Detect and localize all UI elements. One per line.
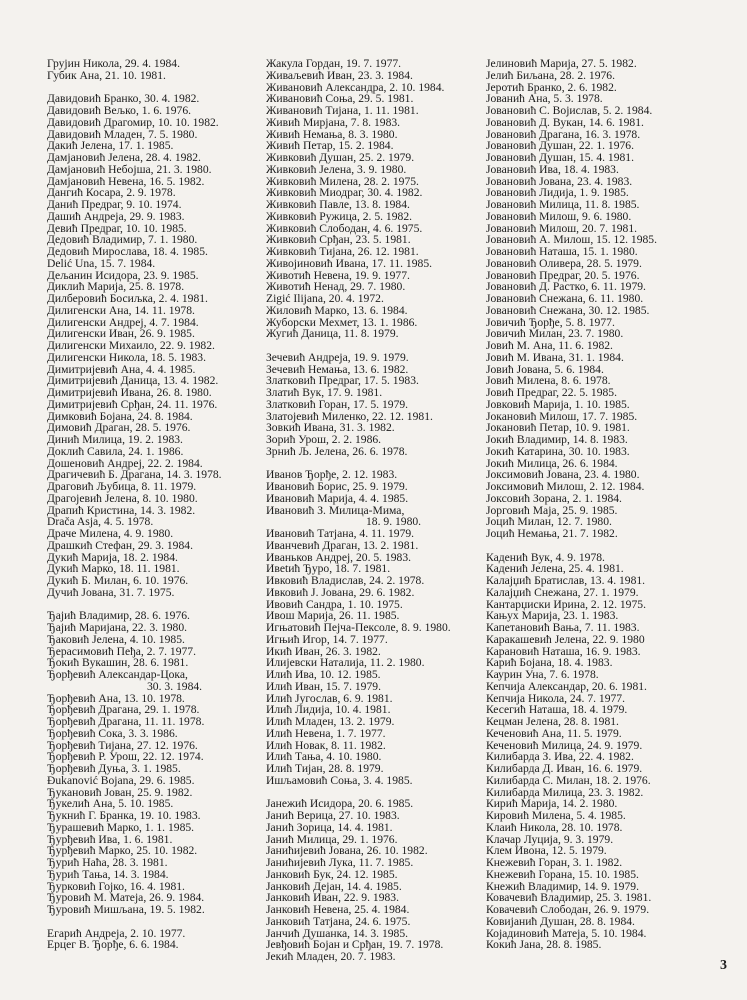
name-entry: Ивановић Борис, 25. 9. 1979. (266, 480, 408, 493)
name-entry: Ђурић Наћа, 28. 3. 1981. (47, 856, 168, 869)
name-entry: Јанковић Иван, 22. 9. 1983. (266, 891, 399, 905)
name-entry: Калајџић Братислав, 13. 4. 1981. (486, 574, 646, 587)
name-entry: Ђаковић Јелена, 4. 10. 1985. (47, 632, 185, 646)
name-entry: Ђорђевић Дуња, 3. 1. 1985. (47, 762, 181, 775)
name-entry: Килибарда С. Милан, 18. 2. 1976. (486, 773, 651, 787)
name-entry: Ђурковић Гојко, 16. 4. 1981. (47, 879, 185, 893)
name-entry: Јанковић Бук, 24. 12. 1985. (266, 867, 398, 881)
name-column-right (486, 58, 706, 951)
name-entry: Јорговић Маја, 25. 9. 1985. (486, 503, 618, 517)
name-entry: Живковић Павле, 13. 8. 1984. (266, 198, 410, 211)
name-entry: Ковачевић Владимир, 25. 3. 1981. (486, 891, 652, 905)
name-entry: Ђорђевић Ана, 13. 10. 1978. (47, 691, 185, 705)
name-entry: Дилберовић Босиљка, 2. 4. 1981. (47, 292, 208, 305)
name-entry: Кецман Јелена, 28. 8. 1981. (486, 715, 619, 728)
name-entry: Ивош Марија, 26. 11. 1985. (266, 609, 400, 623)
name-entry: Јовановић Милица, 11. 8. 1985. (486, 198, 640, 211)
name-entry: Илић Лидија, 10. 4. 1981. (266, 703, 391, 717)
name-entry: Јанковић Татјана, 24. 6. 1975. (266, 914, 411, 928)
name-entry: Ђурђевић Марко, 25. 10. 1982. (47, 844, 198, 858)
name-entry: Дукић Марко, 18. 11. 1981. (47, 562, 180, 576)
name-entry: Ивковић Владислав, 24. 2. 1978. (266, 574, 425, 587)
name-entry: Драшкић Стефан, 29. 3. 1984. (47, 538, 193, 552)
name-entry: Каракашевић Јелена, 22. 9. 1980 (486, 632, 645, 646)
name-entry: Ђајић Маријана, 22. 3. 1980. (47, 621, 188, 634)
name-entry: Јоксовић Зорана, 2. 1. 1984. (486, 491, 622, 505)
name-entry: Јоксимовић Милош, 2. 12. 1984. (486, 480, 645, 493)
name-entry: Живић Петар, 15. 2. 1984. (266, 139, 394, 153)
name-entry: Егарић Андреја, 2. 10. 1977. (47, 926, 186, 940)
name-entry: Икић Иван, 26. 3. 1982. (266, 644, 381, 658)
name-entry: Калајџић Снежана, 27. 1. 1979. (486, 585, 639, 599)
name-entry: Давидовић Младен, 7. 5. 1980. (47, 127, 198, 141)
name-entry: Златковић Горан, 17. 5. 1979. (266, 397, 409, 411)
name-entry: Дангић Косара, 2. 9. 1978. (47, 186, 176, 200)
name-entry: Јанић Зорица, 14. 4. 1981. (266, 820, 393, 834)
name-entry: Јовичић Милан, 23. 7. 1980. (486, 327, 624, 341)
name-entry: Зрнић Љ. Јелена, 26. 6. 1978. (266, 444, 408, 458)
name-entry: Живковић Слободан, 4. 6. 1975. (266, 221, 423, 235)
name-entry: Зечевић Немања, 13. 6. 1982. (266, 362, 409, 376)
name-entry: Јовановић Лидија, 1. 9. 1985. (486, 186, 629, 200)
name-entry: Delić Una, 15. 7. 1984. (47, 256, 156, 270)
name-entry: Златојевић Миленко, 22. 12. 1981. (266, 409, 433, 423)
name-entry: Ковијанић Душан, 28. 8. 1984. (486, 914, 635, 928)
name-entry: Каурин Уна, 7. 6. 1978. (486, 668, 599, 681)
name-entry: Јовановић Драгана, 16. 3. 1978. (486, 127, 641, 141)
name-entry: Јеротић Бранко, 2. 6. 1982. (486, 80, 617, 94)
name-entry: Ивковић Ј. Јована, 29. 6. 1982. (266, 585, 415, 599)
name-entry: Животић Ненад, 29. 7. 1980. (266, 280, 406, 294)
name-entry: Кировић Милена, 5. 4. 1985. (486, 809, 626, 822)
name-entry: Кантарџиски Ирина, 2. 12. 1975. (486, 597, 646, 611)
name-entry: Илијевски Наталија, 11. 2. 1980. (266, 656, 425, 670)
name-entry: Дошеновић Андреј, 22. 2. 1984. (47, 456, 203, 470)
name-entry: Јовановић Снежана, 6. 11. 1980. (486, 292, 644, 305)
name-entry: Кепчија Александар, 20. 6. 1981. (486, 679, 647, 693)
name-entry: Јанић Милица, 29. 1. 1976. (266, 832, 398, 846)
name-entry: Животић Невена, 19. 9. 1977. (266, 268, 410, 282)
name-entry: Кепчија Никола, 24. 7. 1977. (486, 691, 626, 705)
name-entry: Живић Мирјана, 7. 8. 1983. (266, 115, 401, 129)
name-entry: Ђуровић М. Матеја, 26. 9. 1984. (47, 891, 205, 905)
name-entry: Ђорђевић Р. Урош, 22. 12. 1974. (47, 750, 204, 764)
name-entry: Диклић Марија, 25. 8. 1978. (47, 280, 185, 294)
name-entry: Живановић Александра, 2. 10. 1984. (266, 80, 445, 94)
name-entry: Килибарда З. Ива, 22. 4. 1982. (486, 750, 634, 764)
name-entry: Јовановић А. Милош, 15. 12. 1985. (486, 233, 658, 247)
name-entry: Живаљевић Иван, 23. 3. 1984. (266, 68, 413, 82)
name-entry: Јанићијевић Лука, 11. 7. 1985. (266, 856, 414, 869)
name-entry: Ивановић З. Милица-Мима, (266, 503, 405, 517)
name-entry: Јовић Јована, 5. 6. 1984. (486, 362, 604, 376)
name-entry: Јовић Предраг, 22. 5. 1985. (486, 386, 618, 399)
name-entry: Димковић Бојана, 24. 8. 1984. (47, 409, 193, 423)
name-entry: Кнежић Владимир, 14. 9. 1979. (486, 879, 639, 893)
name-entry: Јовић М. Ивана, 31. 1. 1984. (486, 350, 624, 364)
name-entry: Жуборски Мехмет, 13. 1. 1986. (266, 315, 418, 329)
name-entry: Живић Немања, 8. 3. 1980. (266, 127, 398, 141)
name-column-middle (266, 58, 484, 963)
name-entry: Јовановић Ива, 18. 4. 1983. (486, 162, 619, 176)
name-entry: Девић Предраг, 10. 10. 1985. (47, 221, 187, 235)
name-entry: Кесегић Наташа, 18. 4. 1979. (486, 703, 628, 717)
name-entry: Живојиновић Ивана, 17. 11. 1985. (266, 256, 433, 270)
name-entry: Кирић Марија, 14. 2. 1980. (486, 797, 618, 811)
name-entry: Илић Младен, 13. 2. 1979. (266, 715, 395, 728)
name-entry: Ђукелић Ана, 5. 10. 1985. (47, 797, 174, 811)
name-entry: Игњић Игор, 14. 7. 1977. (266, 632, 388, 646)
name-entry: Дукић Марија, 18. 2. 1984. (47, 550, 178, 564)
name-entry: Јанковић Дејан, 14. 4. 1985. (266, 879, 402, 893)
name-entry: Ђорђевић Драгана, 11. 11. 1978. (47, 715, 205, 728)
name-entry: Ђукнић Г. Бранка, 19. 10. 1983. (47, 809, 201, 822)
name-entry: Кокић Јана, 28. 8. 1985. (486, 938, 602, 952)
name-entry: Давидовић Драгомир, 10. 10. 1982. (47, 115, 219, 129)
name-entry: Јовичић Ђорђе, 5. 8. 1977. (486, 315, 615, 329)
name-entry: Илић Ива, 10. 12. 1985. (266, 668, 381, 681)
name-entry: Јовановић Д. Растко, 6. 11. 1979. (486, 280, 646, 294)
name-entry: Килибарда Милица, 23. 3. 1982. (486, 785, 644, 799)
name-entry: Јекић Младен, 20. 7. 1983. (266, 950, 396, 963)
name-entry: Живковић Срђан, 23. 5. 1981. (266, 233, 411, 247)
name-entry: Ивановић Марија, 4. 4. 1985. (266, 491, 409, 505)
name-entry: Јоцић Милан, 12. 7. 1980. (486, 515, 612, 529)
name-entry: Ђурђевић Ива, 1. 6. 1981. (47, 832, 173, 846)
name-entry: Јовановић Јована, 23. 4. 1983. (486, 174, 633, 188)
name-entry: Јованић Ана, 5. 3. 1978. (486, 92, 603, 106)
name-entry: Драговић Љубица, 8. 11. 1979. (47, 480, 197, 493)
name-entry: Ивановић Татјана, 4. 11. 1979. (266, 527, 415, 540)
name-entry: Дедовић Владимир, 7. 1. 1980. (47, 233, 198, 247)
name-entry: Јовановић Наташа, 15. 1. 1980. (486, 245, 638, 258)
name-entry: Ковачевић Слободан, 26. 9. 1979. (486, 903, 650, 916)
name-entry: Јовановић Оливера, 28. 5. 1979. (486, 256, 642, 270)
name-entry: Дељанин Исидора, 23. 9. 1985. (47, 268, 199, 282)
name-entry: Клем Ивона, 12. 5. 1979. (486, 844, 607, 858)
name-entry: Карић Бојана, 18. 4. 1983. (486, 656, 613, 670)
name-entry: Дукић Б. Милан, 6. 10. 1976. (47, 574, 189, 587)
name-entry: Јелиновић Марија, 27. 5. 1982. (486, 57, 637, 70)
name-entry: Дашић Андреја, 29. 9. 1983. (47, 209, 185, 223)
name-entry: Живковић Јелена, 3. 9. 1980. (266, 162, 407, 176)
name-entry: Живановић Соња, 29. 5. 1981. (266, 92, 414, 106)
name-entry: Јовановић Предраг, 20. 5. 1976. (486, 268, 640, 282)
name-entry: Капетановић Вања, 7. 11. 1983. (486, 621, 640, 634)
name-entry: Жиловић Марко, 13. 6. 1984. (266, 303, 408, 317)
name-entry: Живановић Тијана, 1. 11. 1981. (266, 104, 419, 117)
name-entry: Јовановић Милош, 20. 7. 1981. (486, 221, 638, 235)
name-entry: Дучић Јована, 31. 7. 1975. (47, 585, 175, 599)
name-entry: Јовановић С. Војислав, 5. 2. 1984. (486, 104, 653, 117)
name-entry: Ђорђевић Александар-Цока, (47, 668, 188, 681)
name-entry: Кнежевић Горан, 3. 1. 1982. (486, 856, 623, 869)
name-entry: Динић Милица, 19. 2. 1983. (47, 433, 183, 446)
name-entry: Јокановић Петар, 10. 9. 1981. (486, 421, 630, 435)
name-entry: Јокановић Милош, 17. 7. 1985. (486, 409, 638, 423)
name-entry: Клачар Луција, 9. 3. 1979. (486, 832, 614, 846)
name-entry: Доклић Савила, 24. 1. 1986. (47, 444, 184, 458)
name-entry: Јевђовић Бојан и Срђан, 19. 7. 1978. (266, 938, 444, 952)
name-entry: Димитријевић Ана, 4. 4. 1985. (47, 362, 196, 376)
name-entry: Каденић Јелена, 25. 4. 1981. (486, 562, 624, 576)
name-entry: Ишљамовић Соња, 3. 4. 1985. (266, 773, 413, 787)
name-entry: Ђуровић Мишљана, 19. 5. 1982. (47, 903, 205, 916)
name-entry: Карановић Наташа, 16. 9. 1983. (486, 644, 641, 658)
name-entry: Илић Иван, 15. 7. 1979. (266, 679, 381, 693)
name-entry: Живковић Милена, 28. 2. 1975. (266, 174, 419, 188)
name-entry: Јовковић Марија, 1. 10. 1985. (486, 397, 630, 411)
name-entry: 18. 9. 1980. (366, 515, 422, 529)
name-entry: Јокић Милица, 26. 6. 1984. (486, 456, 618, 470)
name-entry: Кнежевић Горана, 15. 10. 1985. (486, 867, 639, 881)
name-entry: Јовановић Душан, 22. 1. 1976. (486, 139, 635, 153)
name-entry: Јовић М. Ана, 11. 6. 1982. (486, 339, 613, 352)
group-separator (47, 916, 262, 928)
name-entry: Илић Тања, 4. 10. 1980. (266, 750, 382, 764)
name-entry: Дилигенски Никола, 18. 5. 1983. (47, 350, 207, 364)
name-entry: Јанежић Исидора, 20. 6. 1985. (266, 797, 414, 811)
name-entry: Дедовић Мирослава, 18. 4. 1985. (47, 245, 208, 258)
name-entry: Жакула Гордан, 19. 7. 1977. (266, 57, 402, 70)
name-entry: Игњатовић Пејча-Пексоле, 8. 9. 1980. (266, 621, 451, 634)
name-entry: Јокић Катарина, 30. 10. 1983. (486, 444, 630, 458)
name-entry: Живковић Душан, 25. 2. 1979. (266, 151, 415, 164)
name-column-left (47, 58, 262, 951)
name-entry: Јовановић Душан, 15. 4. 1981. (486, 151, 635, 164)
name-entry: Живковић Ружица, 2. 5. 1982. (266, 209, 413, 223)
name-entry: Zigić Ilijana, 20. 4. 1972. (266, 292, 384, 305)
name-entry: Дамјановић Јелена, 28. 4. 1982. (47, 151, 201, 164)
group-separator (266, 340, 484, 352)
name-entry: Јокић Владимир, 14. 8. 1983. (486, 433, 628, 446)
name-entry: Ђукановић Јован, 25. 9. 1982. (47, 785, 193, 799)
page-number: 3 (720, 958, 727, 973)
name-entry: Ђорђевић Сока, 3. 3. 1986. (47, 726, 178, 740)
name-entry: Живковић Миодраг, 30. 4. 1982. (266, 186, 423, 200)
name-entry: Драче Милена, 4. 9. 1980. (47, 527, 174, 540)
name-entry: Драгојевић Јелена, 8. 10. 1980. (47, 491, 198, 505)
name-entry: Димитријевић Даница, 13. 4. 1982. (47, 374, 219, 388)
name-entry: Ђурашевић Марко, 1. 1. 1985. (47, 820, 195, 834)
name-entry: Јанчић Душанка, 14. 3. 1985. (266, 926, 409, 940)
name-entry: Иваньков Андреј, 20. 5. 1983. (266, 550, 412, 564)
name-entry: Јоксимовић Јована, 23. 4. 1980. (486, 468, 640, 482)
name-entry: Златковић Предраг, 17. 5. 1983. (266, 374, 419, 388)
name-entry: Илић Југослав, 6. 9. 1981. (266, 691, 393, 705)
name-entry: Клаић Никола, 28. 10. 1978. (486, 820, 623, 834)
name-entry: Грујин Никола, 29. 4. 1984. (47, 57, 181, 70)
name-entry: Димитријевић Ивана, 26. 8. 1980. (47, 386, 212, 399)
name-entry: Којадиновић Матеја, 5. 10. 1984. (486, 926, 647, 940)
name-entry: Ивetић Ђуро, 18. 7. 1981. (266, 562, 391, 576)
name-entry: Жугић Даница, 11. 8. 1979. (266, 327, 399, 341)
name-entry: Ивовић Сандра, 1. 10. 1975. (266, 597, 403, 611)
name-entry: Јанић Верица, 27. 10. 1983. (266, 809, 400, 822)
name-entry: Јовановић Милош, 9. 6. 1980. (486, 209, 632, 223)
name-entry: Ерцег В. Ђорђе, 6. 6. 1984. (47, 938, 179, 952)
name-entry: Дилигенски Андреј, 4. 7. 1984. (47, 315, 199, 329)
name-entry: Јоцић Немања, 21. 7. 1982. (486, 527, 618, 540)
name-entry: Јовановић Д. Вукан, 14. 6. 1981. (486, 115, 644, 129)
name-entry: Ђокић Вукашин, 28. 6. 1981. (47, 656, 189, 670)
name-entry: Дилигенски Иван, 26. 9. 1985. (47, 327, 195, 341)
name-entry: Кањух Марија, 23. 1. 1983. (486, 609, 619, 623)
name-entry: Дакић Јелена, 17. 1. 1985. (47, 139, 174, 153)
name-entry: Јовић Милена, 8. 6. 1978. (486, 374, 611, 388)
name-entry: Давидовић Бранко, 30. 4. 1982. (47, 92, 200, 106)
name-entry: Драгичевић Б. Драгана, 14. 3. 1978. (47, 468, 222, 482)
name-entry: Димовић Драган, 28. 5. 1976. (47, 421, 191, 435)
name-entry: Јанковић Невена, 25. 4. 1984. (266, 903, 410, 916)
name-entry: Дамјановић Небојша, 21. 3. 1980. (47, 162, 212, 176)
name-entry: Ђерасимовић Пеђа, 2. 7. 1977. (47, 644, 196, 658)
name-entry: Губик Ана, 21. 10. 1981. (47, 68, 166, 82)
name-entry: Драпић Кристина, 14. 3. 1982. (47, 503, 196, 517)
name-entry: Зечевић Андреја, 19. 9. 1979. (266, 350, 409, 364)
name-entry: Илић Тијан, 28. 8. 1979. (266, 762, 384, 775)
name-entry: Димитријевић Срђан, 24. 11. 1976. (47, 397, 218, 411)
name-entry: Данић Предраг, 9. 10. 1974. (47, 198, 182, 211)
name-entry: Илић Невена, 1. 7. 1977. (266, 726, 386, 740)
name-entry: Иванов Ђорђе, 2. 12. 1983. (266, 468, 398, 482)
name-entry: Ђорђевић Тијана, 27. 12. 1976. (47, 738, 198, 752)
name-entry: Давидовић Вељко, 1. 6. 1976. (47, 104, 192, 117)
name-entry: Килибарда Д. Иван, 16. 6. 1979. (486, 762, 643, 775)
name-entry: Кеченовић Ана, 11. 5. 1979. (486, 726, 622, 740)
name-entry: Ђурић Тања, 14. 3. 1984. (47, 867, 169, 881)
name-entry: Јовановић Снежана, 30. 12. 1985. (486, 303, 650, 317)
name-entry: Зорић Урош, 2. 2. 1986. (266, 433, 382, 446)
name-entry: Дилигенски Михаило, 22. 9. 1982. (47, 339, 215, 352)
name-entry: Илић Новак, 8. 11. 1982. (266, 738, 386, 752)
name-entry: Златић Вук, 17. 9. 1981. (266, 386, 383, 399)
name-entry: Зовкић Ивана, 31. 3. 1982. (266, 421, 395, 435)
group-separator (486, 540, 706, 552)
name-entry: Đukanović Bojana, 29. 6. 1985. (47, 773, 195, 787)
name-entry: Дамјановић Невена, 16. 5. 1982. (47, 174, 205, 188)
name-entry: Drača Asja, 4. 5. 1978. (47, 515, 154, 529)
name-entry: Дилигенски Ана, 14. 11. 1978. (47, 303, 195, 317)
name-entry: Каденић Вук, 4. 9. 1978. (486, 550, 605, 564)
name-entry: Живковић Тијана, 26. 12. 1981. (266, 245, 419, 258)
name-entry: Јанићијевић Јована, 26. 10. 1982. (266, 844, 428, 858)
name-entry: Јелић Биљана, 28. 2. 1976. (486, 68, 615, 82)
name-entry: Кеченовић Милица, 24. 9. 1979. (486, 738, 643, 752)
name-entry: Иванчевић Драган, 13. 2. 1981. (266, 538, 419, 552)
name-entry: 30. 3. 1984. (147, 679, 203, 693)
name-entry: Ђорђевић Драгана, 29. 1. 1978. (47, 703, 200, 717)
name-entry: Ђајић Владимир, 28. 6. 1976. (47, 609, 190, 623)
